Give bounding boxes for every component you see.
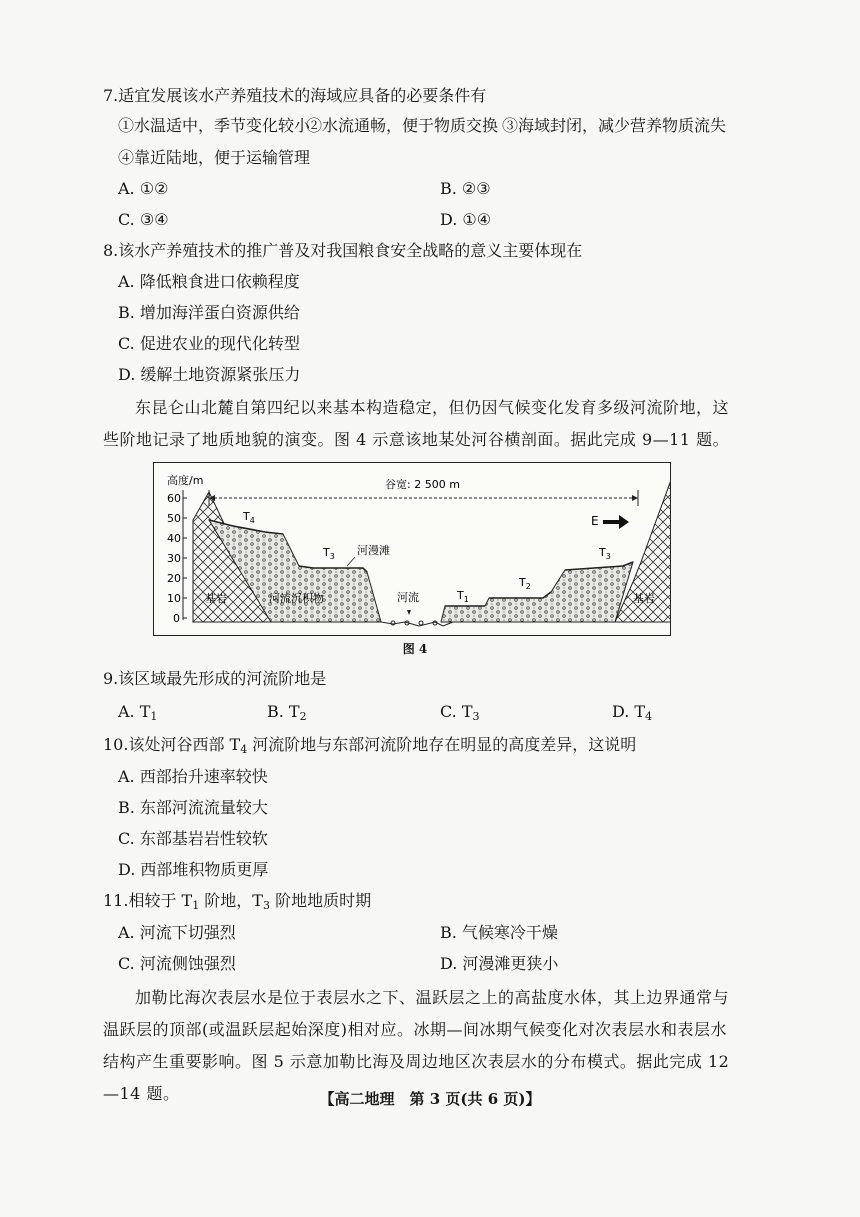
q11-option-a: A. 河流下切强烈 — [118, 923, 236, 942]
q7-option-d: D. ①④ — [440, 210, 492, 229]
q7-option-a: A. ①② — [118, 179, 169, 198]
q9-option-b: B. $T_2$ — [267, 702, 307, 723]
q9-option-a: A. $T_1$ — [118, 702, 158, 723]
q8-option-d: D. 缓解土地资源紧张压力 — [118, 365, 301, 384]
figure-4-caption: 图 4 — [402, 642, 428, 656]
q10-option-a: A. 西部抬升速率较快 — [118, 767, 268, 786]
figure-4-valley-profile — [153, 462, 671, 636]
q11-stem: 11.相较于 $T_1$ 阶地，$T_3$ 阶地地质时期 — [103, 891, 372, 912]
east-direction-label: E — [591, 514, 599, 528]
label-bedrock-west: 基岩 — [205, 592, 227, 605]
q8-stem: 8.该水产养殖技术的推广普及对我国粮食安全战略的意义主要体现在 — [103, 241, 583, 260]
label-river-sediment: 河流沉积物 — [269, 592, 324, 605]
label-t3-east: $T_3$ — [599, 546, 611, 561]
valley-width-label: 谷宽: 2 500 m — [385, 478, 460, 491]
q7-choice-2: ②水流通畅，便于物质交换 — [306, 116, 499, 135]
passage-terraces: 东昆仑山北麓自第四纪以来基本构造稳定，但仍因气候变化发育多级河流阶地，这些阶地记录了地质地貌的演变。图 4 示意该地某处河谷横剖面。据此完成 9—11 题。 — [103, 398, 730, 449]
axis-label: 高度/m — [167, 474, 204, 487]
passage-caribbean: 加勒比海次表层水是位于表层水之下、温跃层之上的高盐度水体，其上边界通常与温跃层的顶部(或温跃层起始深度)相对应。冰期—间冰期气候变化对次表层水和表层水结构产生重要影响。图 5 示意加勒比海及周边地区次表层水的分布模式。据此完成 12—14 题。 — [103, 988, 730, 1103]
tick-40: 40 — [167, 532, 181, 545]
tick-30: 30 — [167, 552, 181, 565]
q7-stem: 7.适宜发展该水产养殖技术的海域应具备的必要条件有 — [103, 86, 487, 105]
tick-10: 10 — [167, 592, 181, 605]
q7-choice-1: ①水温适中，季节变化较小 — [118, 116, 311, 135]
q9-option-d: D. $T_4$ — [612, 702, 653, 723]
q11-option-d: D. 河漫滩更狭小 — [440, 954, 559, 973]
q11-option-b: B. 气候寒冷干燥 — [440, 923, 558, 942]
page-footer: 【高二地理 第 3 页(共 6 页)】 — [319, 1090, 541, 1108]
label-river: 河流 — [397, 591, 419, 604]
q10-option-d: D. 西部堆积物质更厚 — [118, 860, 269, 879]
label-t2: $T_2$ — [519, 576, 531, 591]
q10-stem: 10.该处河谷西部 $T_4$ 河流阶地与东部河流阶地存在明显的高度差异，这说明 — [103, 735, 637, 756]
label-bedrock-east: 基岩 — [633, 592, 655, 605]
valley-cross-section — [153, 462, 671, 636]
q10-option-c: C. 东部基岩岩性较软 — [118, 829, 268, 848]
label-floodplain: 河漫滩 — [357, 544, 390, 557]
q7-option-b: B. ②③ — [440, 179, 491, 198]
q8-option-b: B. 增加海洋蛋白资源供给 — [118, 303, 300, 322]
tick-20: 20 — [167, 572, 181, 585]
q9-stem: 9.该区域最先形成的河流阶地是 — [103, 669, 327, 688]
label-t4: $T_4$ — [243, 510, 255, 525]
q9-option-c: C. $T_3$ — [440, 702, 480, 723]
q8-option-a: A. 降低粮食进口依赖程度 — [118, 272, 300, 291]
tick-0: 0 — [173, 612, 180, 625]
q10-option-b: B. 东部河流流量较大 — [118, 798, 268, 817]
tick-60: 60 — [167, 492, 181, 505]
label-t1: $T_1$ — [457, 589, 469, 604]
tick-50: 50 — [167, 512, 181, 525]
label-t3-west: $T_3$ — [323, 546, 335, 561]
q11-option-c: C. 河流侧蚀强烈 — [118, 954, 236, 973]
q7-choice-3: ③海域封闭，减少营养物质流失 — [502, 116, 727, 135]
q7-option-c: C. ③④ — [118, 210, 169, 229]
q7-choice-4: ④靠近陆地，便于运输管理 — [118, 148, 311, 167]
q8-option-c: C. 促进农业的现代化转型 — [118, 334, 300, 353]
